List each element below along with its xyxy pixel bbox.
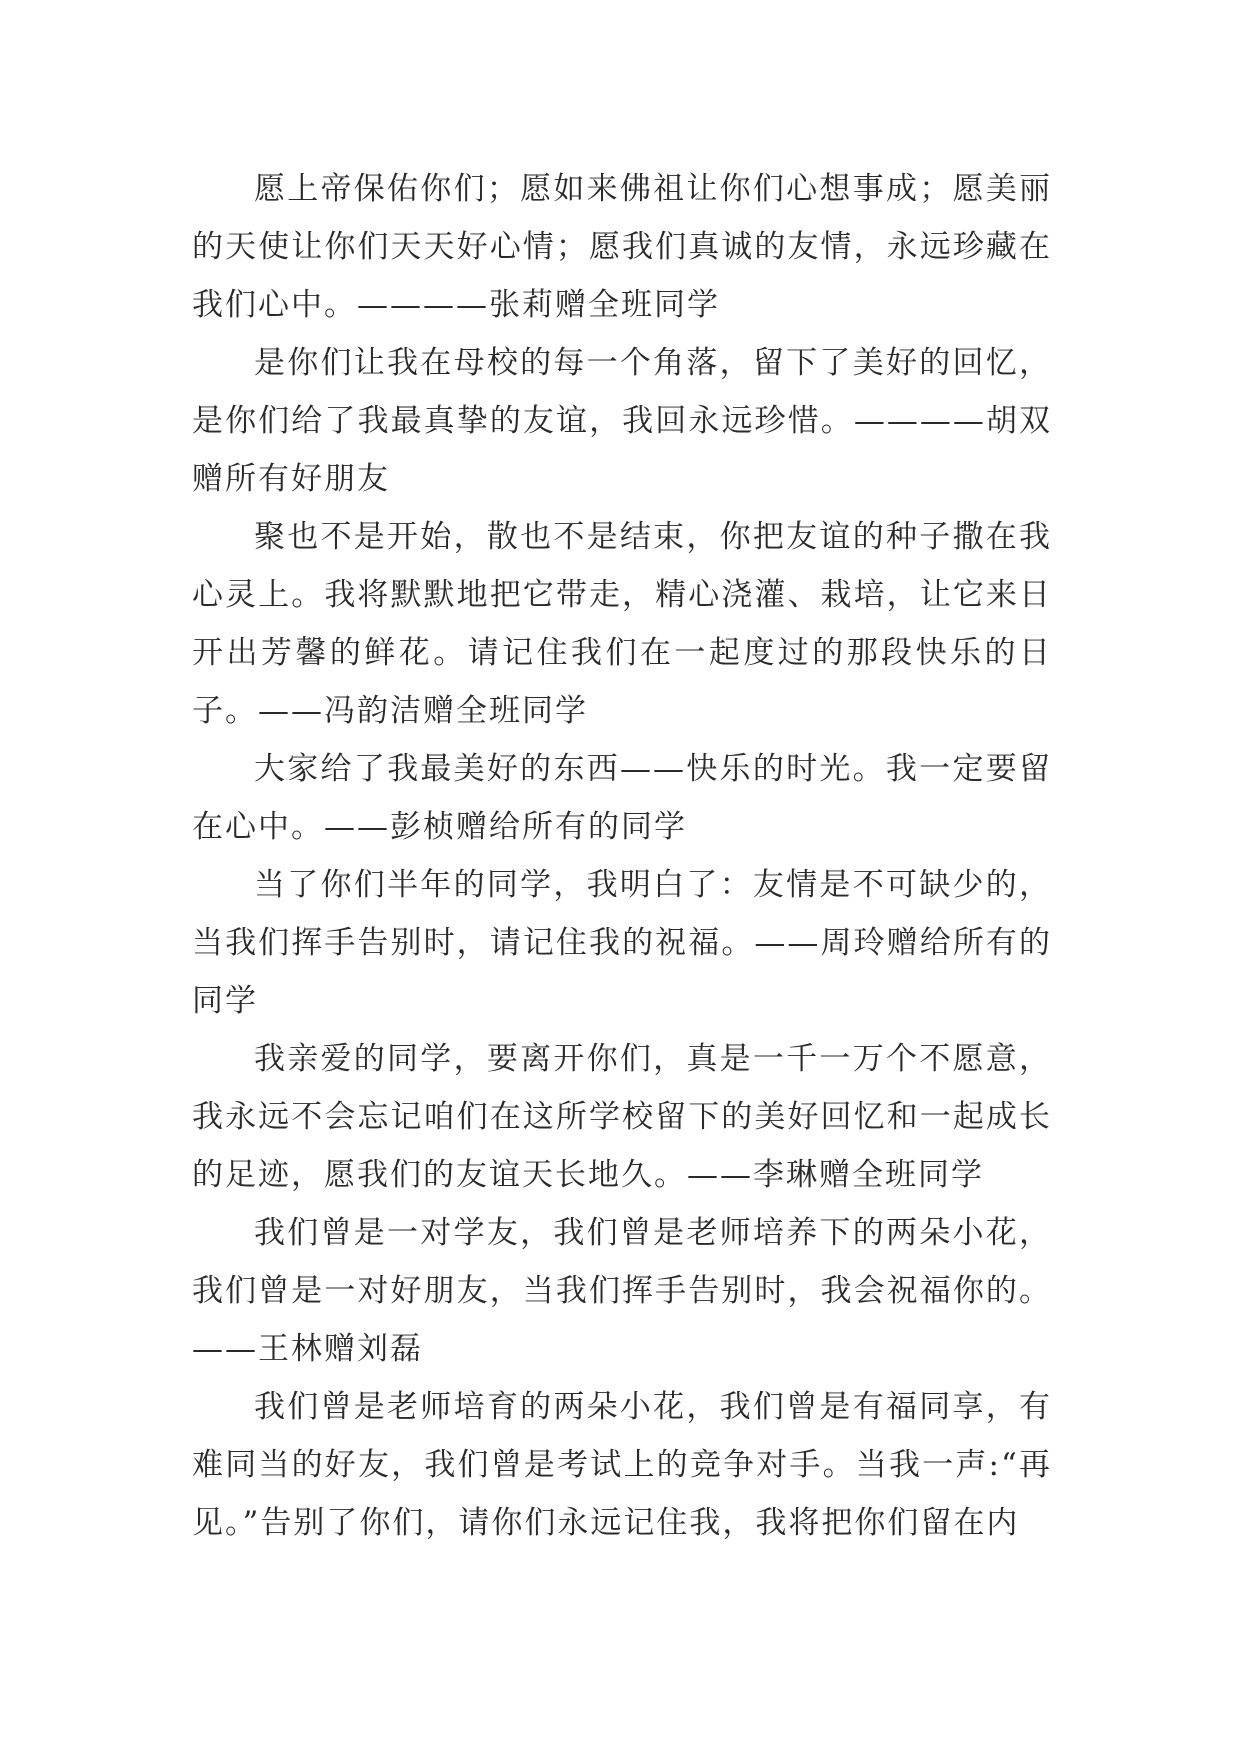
paragraph: 大家给了我最美好的东西——快乐的时光。我一定要留在心中。——彭桢赠给所有的同学 [192, 751, 1052, 845]
paragraph: 聚也不是开始，散也不是结束，你把友谊的种子撒在我心灵上。我将默默地把它带走，精心浇灌、栽培，让它来日开出芳馨的鲜花。请记住我们在一起度过的那段快乐的日子。——冯韵洁赠全班同学 [192, 519, 1052, 729]
paragraph: 愿上帝保佑你们；愿如来佛祖让你们心想事成；愿美丽的天使让你们天天好心情；愿我们真诚的友情，永远珍藏在我们心中。————张莉赠全班同学 [192, 171, 1052, 323]
paragraph: 我亲爱的同学，要离开你们，真是一千一万个不愿意，我永远不会忘记咱们在这所学校留下的美好回忆和一起成长的足迹，愿我们的友谊天长地久。——李琳赠全班同学 [192, 1041, 1052, 1193]
paragraph: 我们曾是老师培育的两朵小花，我们曾是有福同享，有难同当的好友，我们曾是考试上的竞争对手。当我一声:“再见。”告别了你们，请你们永远记住我，我将把你们留在内 [192, 1389, 1052, 1541]
document-body [192, 160, 1052, 1552]
paragraph: 当了你们半年的同学，我明白了：友情是不可缺少的，当我们挥手告别时，请记住我的祝福。——周玲赠给所有的同学 [192, 867, 1052, 1019]
paragraph: 我们曾是一对学友，我们曾是老师培养下的两朵小花，我们曾是一对好朋友，当我们挥手告别时，我会祝福你的。——王林赠刘磊 [192, 1215, 1052, 1367]
paragraph: 是你们让我在母校的每一个角落，留下了美好的回忆，是你们给了我最真挚的友谊，我回永远珍惜。————胡双赠所有好朋友 [192, 345, 1052, 497]
